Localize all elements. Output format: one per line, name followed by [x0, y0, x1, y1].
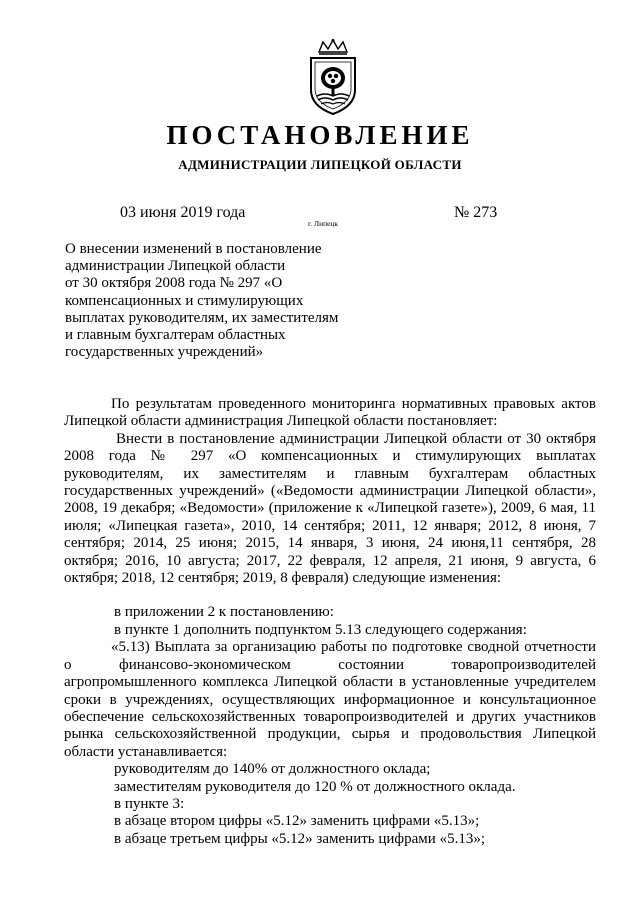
subject-line: компенсационных и стимулирующих — [65, 292, 304, 309]
document-body — [64, 396, 596, 848]
subject-line: администрации Липецкой области — [65, 258, 286, 275]
body-line: руководителям до 140% от должностного оклада; — [114, 761, 431, 778]
preamble-paragraph: По результатам проведенного мониторинга нормативных правовых актов Липецкой области администрация Липецкой области постановляет: — [64, 396, 596, 430]
body-line: в пункте 1 дополнить подпунктом 5.13 следующего содержания: — [114, 621, 527, 638]
body-line: в абзаце втором цифры «5.12» заменить цифрами «5.13»; — [114, 813, 480, 830]
subject-line: и главным бухгалтерам областных — [65, 327, 286, 344]
document-city: г. Липецк — [308, 219, 339, 228]
subject-line: выплатах руководителям, их заместителям — [65, 309, 339, 326]
body-line: заместителям руководителя до 120 % от должностного оклада. — [114, 778, 516, 795]
document-subject — [65, 241, 365, 361]
issuing-authority: АДМИНИСТРАЦИИ ЛИПЕЦКОЙ ОБЛАСТИ — [178, 157, 462, 172]
subject-line: от 30 октября 2008 года № 297 «О — [65, 275, 283, 292]
subject-line: государственных учреждений» — [65, 344, 264, 361]
amendment-paragraph: Внести в постановление администрации Липецкой области от 30 октября 2008 года № 297 «О компенсационных и стимулирующих выплатах руководителям, их заместителям и главным бухгалтерам областных государственных учреждений» («Ведомости администрации Липецкой области», 2008, 19 декабря; «Ведомости» (приложение к «Липецкой газете»), 2009, 6 мая, 11 июля; «Липецкая газета», 2010, 14 сентября; 2011, 12 января; 2012, 8 июня, 7 сентября; 2014, 25 июня; 2015, 14 января, 3 июня, 24 июня,11 сентября, 28 октября; 2016, 10 августа; 2017, 22 февраля, 12 апреля, 21 июня, 9 августа, 6 октября; 2018, 12 сентября; 2019, 8 февраля) следующие изменения: — [64, 430, 596, 587]
document-title: ПОСТАНОВЛЕНИЕ — [166, 120, 474, 150]
paragraph-gap — [64, 587, 596, 604]
document-number: № 273 — [454, 204, 498, 221]
body-line: в абзаце третьем цифры «5.12» заменить цифрами «5.13»; — [114, 830, 485, 847]
subject-line: О внесении изменений в постановление — [65, 241, 322, 257]
body-line: в пункте 3: — [114, 795, 185, 812]
clause-paragraph: «5.13) Выплата за организацию работы по подготовке сводной отчетности о финансово-экономическом состоянии товаропроизводителей агропромышленного комплекса Липецкой области в установленные учредителем сроки в учреждениях, осуществляющих информационное и консультационное обеспечение сельскохозяйственных товаропроизводителей и других участников рынка сельскохозяйственной продукции, сырья и продовольствия Липецкой области устанавливается: — [64, 639, 596, 760]
coat-of-arms-icon — [303, 38, 363, 116]
document-date: 03 июня 2019 года — [120, 204, 246, 221]
body-line: в приложении 2 к постановлению: — [114, 604, 334, 621]
